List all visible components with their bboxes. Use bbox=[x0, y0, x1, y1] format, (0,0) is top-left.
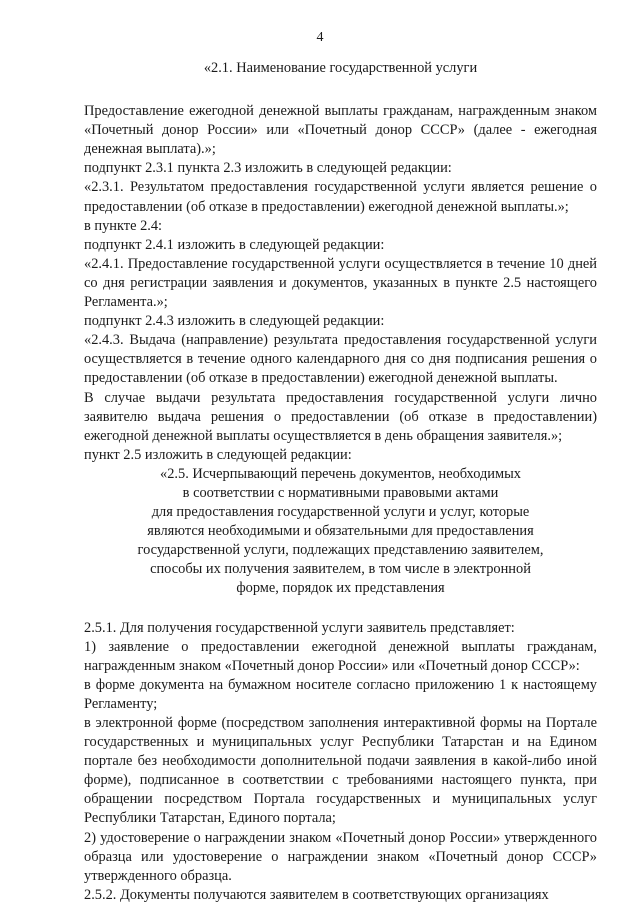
paragraph: подпункт 2.4.3 изложить в следующей редакции: bbox=[84, 313, 385, 330]
heading-line: форме, порядок их представления bbox=[236, 580, 445, 597]
heading-line: «2.5. Исчерпывающий перечень документов, необходимых bbox=[160, 465, 521, 482]
heading-line: способы их получения заявителем, в том числе в электронной bbox=[150, 561, 531, 578]
heading-line: в соответствии с нормативными правовыми актами bbox=[182, 484, 499, 501]
paragraph: 2) удостоверение о награждении знаком «Почетный донор России» утвержденного образца или удостоверение о награждении знаком «Почетный донор СССР» утвержденного образца. bbox=[84, 829, 597, 884]
paragraph: 2.5.2. Документы получаются заявителем в соответствующих организациях bbox=[84, 886, 549, 903]
paragraph: 1) заявление о предоставлении ежегодной денежной выплаты гражданам, награжденным знаком «Почетный донор России» или «Почетный донор СССР»: bbox=[84, 638, 597, 674]
paragraph: подпункт 2.3.1 пункта 2.3 изложить в следующей редакции: bbox=[84, 160, 452, 177]
paragraph: В случае выдачи результата предоставления государственной услуги лично заявителю выдача решения о предоставлении (об отказе в предоставлении) ежегодной денежной выплаты осуществляется в день обращения заявителя.»; bbox=[84, 389, 597, 444]
spacer bbox=[84, 599, 597, 619]
paragraph: «2.4.1. Предоставление государственной услуги осуществляется в течение 10 дней со дня регистрации заявления и документов, указанных в пункте 2.5 настоящего Регламента.»; bbox=[84, 255, 597, 311]
heading-line: являются необходимыми и обязательными для предоставления bbox=[147, 523, 534, 540]
heading-line: государственной услуги, подлежащих представлению заявителем, bbox=[137, 542, 544, 559]
paragraph: подпункт 2.4.1 изложить в следующей редакции: bbox=[84, 236, 385, 253]
heading-line: для предоставления государственной услуги и услуг, которые bbox=[151, 504, 530, 521]
paragraph: в электронной форме (посредством заполнения интерактивной формы на Портале государственных и муниципальных услуг Республики Татарстан и на Едином портале без необходимости дополнительной подачи заявления в какой-либо иной форме), подписанное в соответствии с требованиями настоящего пункта, при обращении посредством Портала государственных и муниципальных услуг Республики Татарстан, Единого портала; bbox=[84, 715, 597, 827]
section-title: «2.1. Наименование государственной услуги bbox=[203, 60, 478, 76]
paragraph: Предоставление ежегодной денежной выплаты гражданам, награжденным знаком «Почетный донор России» или «Почетный донор СССР» (далее - ежегодная денежная выплата).»; bbox=[84, 103, 597, 158]
document-body bbox=[84, 59, 597, 905]
section-heading-2-5 bbox=[84, 465, 597, 599]
paragraph: пункт 2.5 изложить в следующей редакции: bbox=[84, 446, 352, 463]
paragraph: в форме документа на бумажном носителе согласно приложению 1 к настоящему Регламенту; bbox=[84, 676, 597, 712]
paragraph: «2.4.3. Выдача (направление) результата предоставления государственной услуги осуществляется в течение одного календарного дня со дня подписания решения о предоставлении (об отказе в предоставлении) ежегодной денежной выплаты. bbox=[84, 332, 597, 387]
paragraph: 2.5.1. Для получения государственной услуги заявитель представляет: bbox=[84, 619, 515, 636]
paragraph: в пункте 2.4: bbox=[84, 217, 163, 234]
page-number: 4 bbox=[316, 30, 324, 45]
paragraph: «2.3.1. Результатом предоставления государственной услуги является решение о предоставлении (об отказе в предоставлении) ежегодной денежной выплаты.»; bbox=[84, 179, 597, 215]
